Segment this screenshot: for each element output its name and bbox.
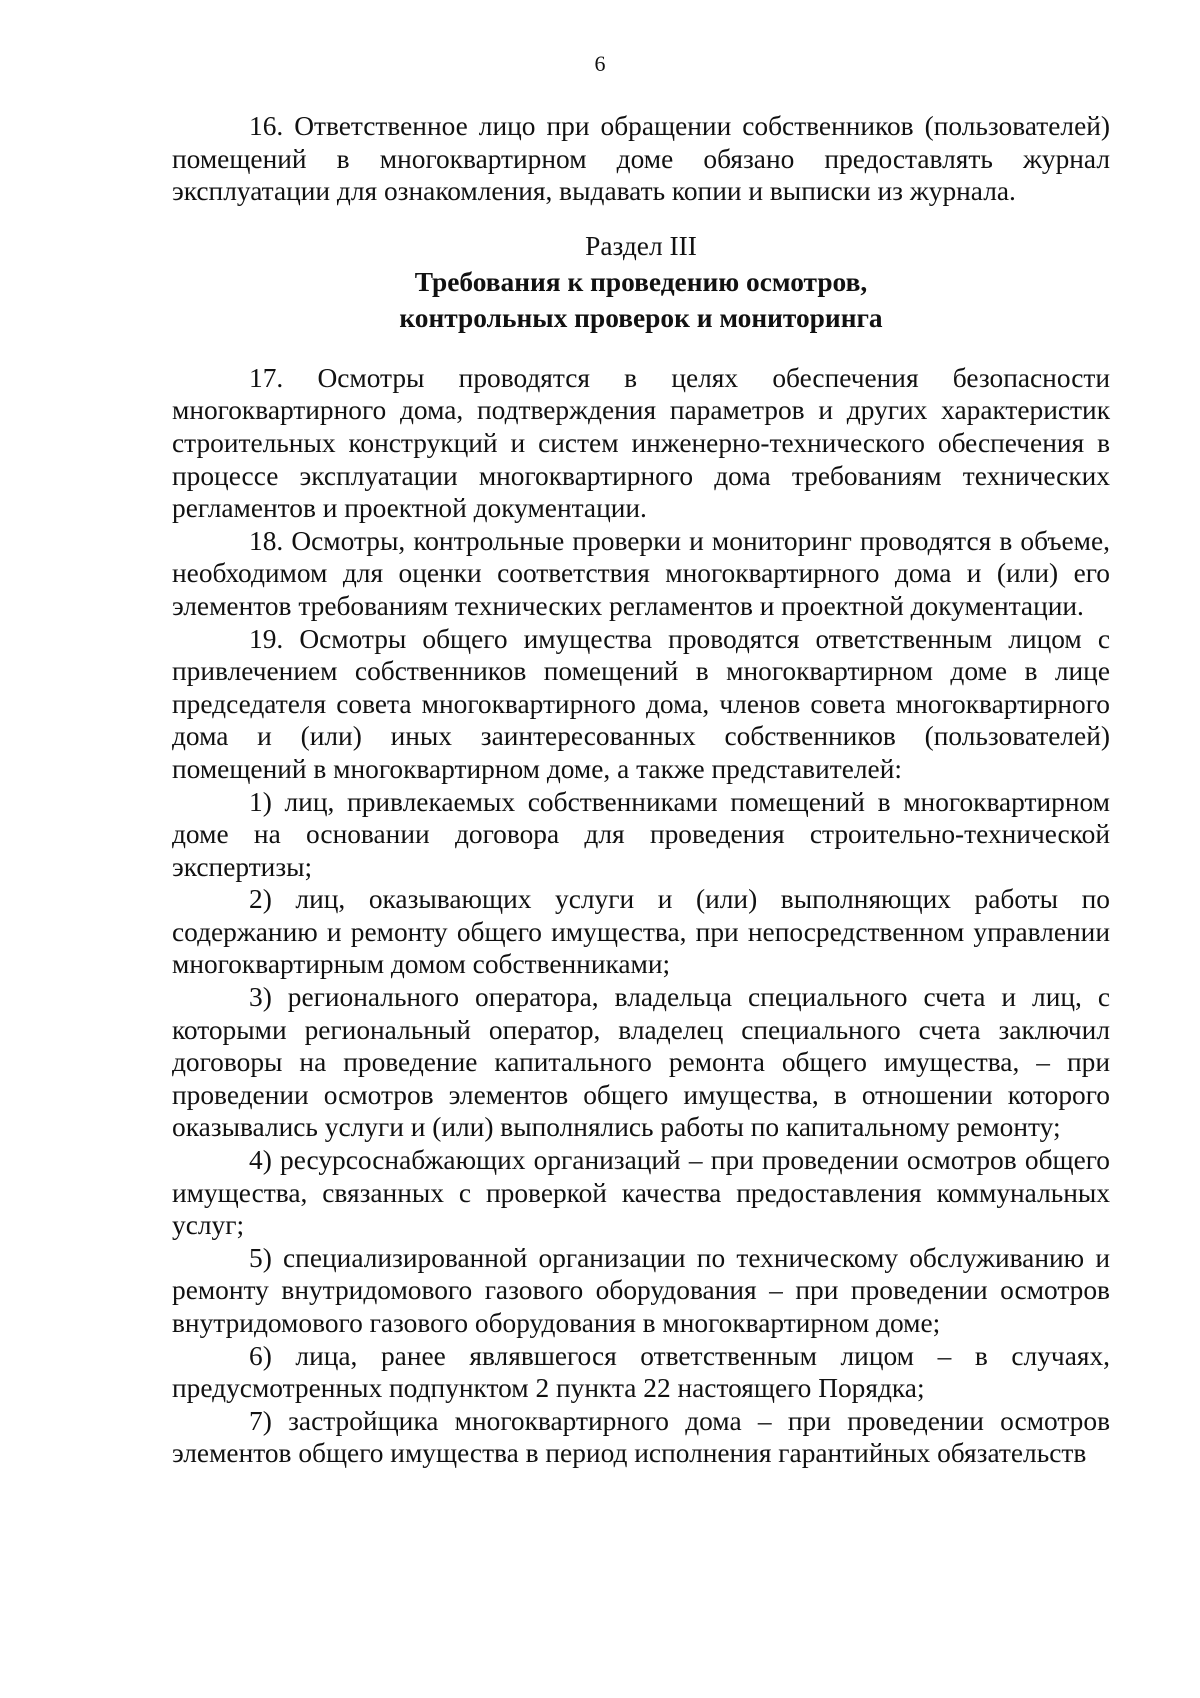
page-number: 6 [594, 51, 606, 76]
paragraph-19: 19. Осмотры общего имущества проводятся ответственным лицом с привлечением собственников помещений в многоквартирном доме в лице председателя совета многоквартирного дома, членов совета многоквартирного дома и (или) иных заинтересованных собственников (пользователей) помещений в многоквартирном доме, а также представителей: [172, 623, 1110, 784]
list-item-4: 4) ресурсоснабжающих организаций – при проведении осмотров общего имущества, связанных с проверкой качества предоставления коммунальных услуг; [172, 1145, 1110, 1241]
list-item-3: 3) регионального оператора, владельца специального счета и лиц, с которыми региональный оператор, владелец специального счета заключил договоры на проведение капитального ремонта общего имущества, – при проведении осмотров элементов общего имущества, в отношении которого оказывались услуги и (или) выполнялись работы по капитальному ремонту; [172, 982, 1110, 1143]
paragraph-17: 17. Осмотры проводятся в целях обеспечения безопасности многоквартирного дома, подтверждения параметров и других характеристик строительных конструкций и систем инженерно-технического обеспечения в процессе эксплуатации многоквартирного дома требованиям технических регламентов и проектной документации. [172, 362, 1110, 524]
section-title-line-1: Требования к проведению осмотров, [414, 266, 868, 297]
list-item-1: 1) лиц, привлекаемых собственниками помещений в многоквартирном доме на основании договора для проведения строительно-технической экспертизы; [172, 786, 1110, 882]
list-item-7: 7) застройщика многоквартирного дома – при проведении осмотров элементов общего имущества в период исполнения гарантийных обязательств [172, 1405, 1110, 1469]
list-item-2: 2) лиц, оказывающих услуги и (или) выполняющих работы по содержанию и ремонту общего имущества, при непосредственном управлении многоквартирным домом собственниками; [172, 884, 1110, 980]
paragraph-18: 18. Осмотры, контрольные проверки и мониторинг проводятся в объеме, необходимом для оценки соответствия многоквартирного дома и (или) его элементов требованиям технических регламентов и проектной документации. [172, 525, 1110, 621]
document-body [172, 110, 1110, 1470]
section-title-line-2: контрольных проверок и мониторинга [399, 302, 883, 333]
list-item-6: 6) лица, ранее являвшегося ответственным лицом – в случаях, предусмотренных подпунктом 2 пункта 22 настоящего Порядка; [172, 1340, 1110, 1404]
list-item-5: 5) специализированной организации по техническому обслуживанию и ремонту внутридомового газового оборудования – при проведении осмотров внутридомового газового оборудования в многоквартирном доме; [172, 1242, 1110, 1338]
section-heading [172, 228, 1110, 336]
section-label: Раздел III [585, 230, 697, 261]
paragraph-16: 16. Ответственное лицо при обращении собственников (пользователей) помещений в многоквартирном доме обязано предоставлять журнал эксплуатации для ознакомления, выдавать копии и выписки из журнала. [172, 111, 1110, 207]
